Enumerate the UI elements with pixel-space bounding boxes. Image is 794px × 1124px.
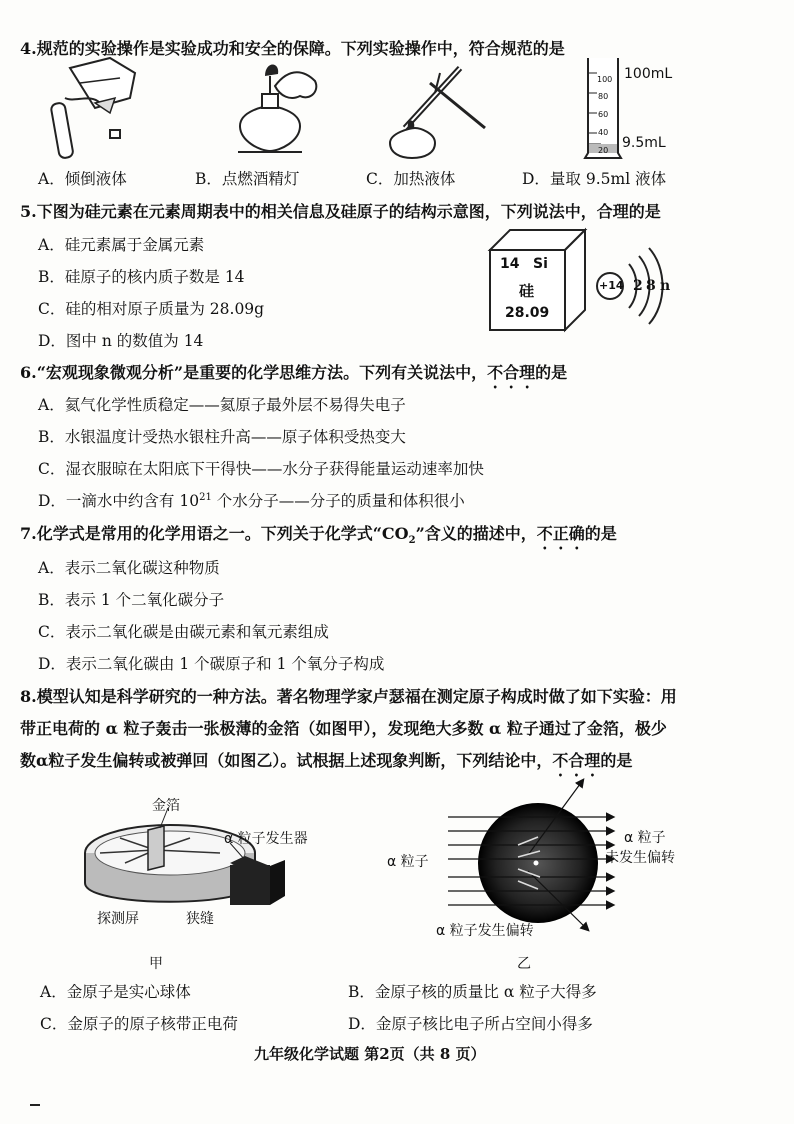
alpha-not-deflected-label-2: 未发生偏转 — [605, 850, 675, 866]
q8-stem-line1: 8.模型认知是科学研究的一种方法。著名物理学家卢瑟福在测定原子构成时做了如下实验：用 — [20, 687, 677, 706]
q4-option-c: C．加热液体 — [366, 170, 456, 188]
q5-stem: 5.下图为硅元素在元素周期表中的相关信息及硅原子的结构示意图，下列说法中，合理的是 — [20, 202, 661, 221]
alpha-emitter-label: α 粒子发生器 — [224, 831, 308, 847]
cylinder-bottom-label: 9.5mL — [622, 135, 666, 151]
cylinder-tick: 100 — [597, 75, 613, 84]
cylinder-tick: 60 — [598, 110, 609, 119]
alcohol-lamp-illustration — [220, 56, 330, 166]
q7-option-b: B．表示 1 个二氧化碳分子 — [38, 591, 225, 609]
page-mark — [30, 1104, 40, 1106]
atom-nucleus: +14 — [599, 279, 624, 292]
alpha-not-deflected-label: α 粒子 — [624, 830, 666, 846]
q5-option-a: A．硅元素属于金属元素 — [38, 236, 205, 254]
q5-option-b: B．硅原子的核内质子数是 14 — [38, 268, 245, 286]
cylinder-top-label: 100mL — [624, 66, 673, 82]
page-footer: 九年级化学试题 第2页（共 8 页） — [254, 1045, 486, 1063]
q8-stem-line3: 数α粒子发生偏转或被弹回（如图乙）。试根据上述现象判断，下列结论中，不合理的是 — [20, 751, 633, 770]
figure-yi-caption: 乙 — [517, 956, 531, 972]
atom-shell-3: n — [660, 278, 671, 294]
q7-stem: 7.化学式是常用的化学用语之一。下列关于化学式“$CO_2$”含义的描述中，不正确的是 — [20, 524, 617, 547]
q6-option-a: A．氦气化学性质稳定——氦原子最外层不易得失电子 — [38, 396, 406, 414]
element-mass: 28.09 — [505, 305, 550, 321]
q4-stem: 4.规范的实验操作是实验成功和安全的保障。下列实验操作中，符合规范的是 — [20, 39, 565, 58]
q7-option-d: D．表示二氧化碳由 1 个碳原子和 1 个氧分子构成 — [38, 655, 385, 673]
cylinder-tick: 20 — [598, 146, 609, 155]
q4-option-a: A．倾倒液体 — [38, 170, 127, 188]
q4-option-d: D．量取 9.5ml 液体 — [522, 170, 667, 188]
element-symbol: Si — [533, 256, 548, 272]
q7-option-c: C．表示二氧化碳是由碳元素和氧元素组成 — [38, 623, 329, 641]
detector-screen-label: 探测屏 — [97, 911, 139, 927]
pouring-liquid-illustration — [40, 58, 160, 168]
q6-option-b: B．水银温度计受热水银柱升高——原子体积受热变大 — [38, 428, 406, 446]
slit-label: 狭缝 — [186, 911, 214, 927]
q8-option-d: D．金原子核比电子所占空间小得多 — [348, 1015, 593, 1033]
q4-option-b: B．点燃酒精灯 — [195, 170, 300, 188]
alpha-incident-label: α 粒子 — [387, 854, 429, 870]
q6-stem: 6.“宏观现象微观分析”是重要的化学思维方法。下列有关说法中，不合理的是 — [20, 363, 568, 382]
cylinder-tick: 80 — [598, 92, 609, 101]
atom-shell-2: 8 — [646, 278, 656, 294]
q8-option-c: C．金原子的原子核带正电荷 — [40, 1015, 238, 1033]
heating-liquid-illustration — [380, 58, 500, 168]
element-number: 14 — [500, 256, 520, 272]
element-name: 硅 — [519, 282, 535, 300]
gold-foil-label: 金箔 — [152, 798, 180, 814]
q6-option-d: D．一滴水中约含有 $10^{21}$ 个水分子——分子的质量和体积很小 — [38, 491, 465, 510]
q7-option-a: A．表示二氧化碳这种物质 — [38, 559, 220, 577]
figure-jia-caption: 甲 — [149, 956, 163, 972]
alpha-deflected-label: α 粒子发生偏转 — [436, 923, 534, 939]
q8-stem-line2: 带正电荷的 α 粒子轰击一张极薄的金箔（如图甲），发现绝大多数 α 粒子通过了金箔，极少 — [20, 719, 667, 738]
q5-option-c: C．硅的相对原子质量为 28.09g — [38, 300, 265, 318]
q8-option-b: B．金原子核的质量比 α 粒子大得多 — [348, 983, 597, 1001]
atom-shell-1: 2 — [633, 278, 643, 294]
q6-option-c: C．湿衣服晾在太阳底下干得快——水分子获得能量运动速率加快 — [38, 460, 484, 478]
cylinder-tick: 40 — [598, 128, 609, 137]
q5-option-d: D．图中 n 的数值为 14 — [38, 332, 204, 350]
q8-option-a: A．金原子是实心球体 — [40, 983, 191, 1001]
